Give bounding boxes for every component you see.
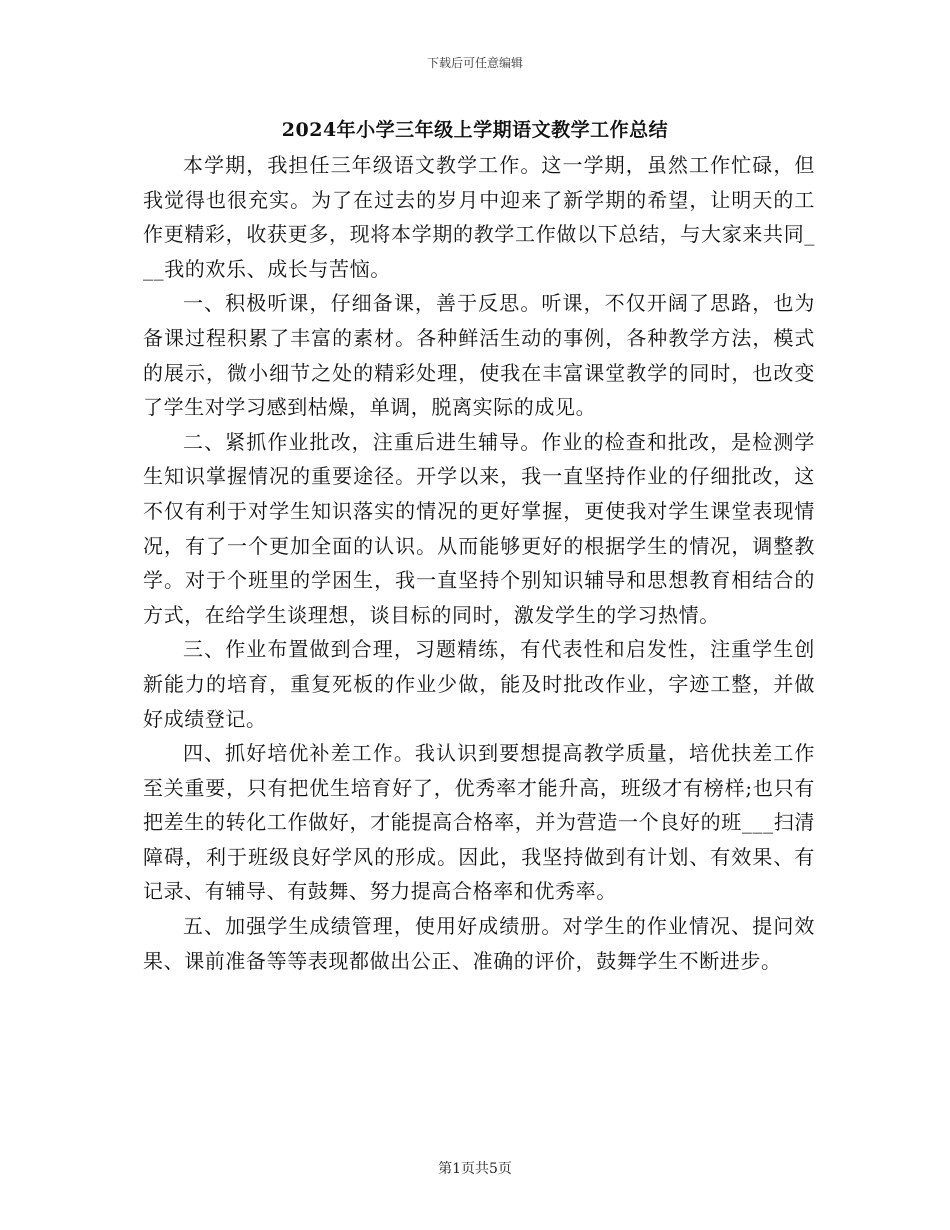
- document-title: 2024年小学三年级上学期语文教学工作总结: [281, 119, 669, 141]
- document-body: [143, 148, 815, 978]
- header-note: 下载后可任意编辑: [426, 56, 523, 70]
- paragraph-intro: 本学期，我担任三年级语文教学工作。这一学期，虽然工作忙碌，但我觉得也很充实。为了在过去的岁月中迎来了新学期的希望，让明天的工作更精彩，收获更多，现将本学期的教学工作做以下总结，与大家来共同___我的欢乐、成长与苦恼。: [143, 153, 815, 281]
- paragraph-section-1: 一、积极听课，仔细备课，善于反思。听课，不仅开阔了思路，也为备课过程积累了丰富的素材。各种鲜活生动的事例，各种教学方法，模式的展示，微小细节之处的精彩处理，使我在丰富课堂教学的同时，也改变了学生对学习感到枯燥，单调，脱离实际的成见。: [143, 291, 815, 420]
- paragraph-section-3: 三、作业布置做到合理，习题精练，有代表性和启发性，注重学生创新能力的培育，重复死板的作业少做，能及时批改作业，字迹工整，并做好成绩登记。: [143, 637, 815, 731]
- page-number: 第1页共5页: [438, 1161, 512, 1177]
- paragraph-section-5: 五、加强学生成绩管理，使用好成绩册。对学生的作业情况、提问效果、课前准备等等表现都做出公正、准确的评价，鼓舞学生不断进步。: [143, 914, 815, 973]
- paragraph-section-4: 四、抓好培优补差工作。我认识到要想提高教学质量，培优扶差工作至关重要，只有把优生培育好了，优秀率才能升高，班级才有榜样;也只有把差生的转化工作做好，才能提高合格率，并为营造一个良好的班___扫清障碍，利于班级良好学风的形成。因此，我坚持做到有计划、有效果、有记录、有辅导、有鼓舞、努力提高合格率和优秀率。: [143, 741, 815, 904]
- paragraph-section-2: 二、紧抓作业批改，注重后进生辅导。作业的检查和批改，是检测学生知识掌握情况的重要途径。开学以来，我一直坚持作业的仔细批改，这不仅有利于对学生知识落实的情况的更好掌握，更使我对学生课堂表现情况，有了一个更加全面的认识。从而能够更好的根据学生的情况，调整教学。对于个班里的学困生，我一直坚持个别知识辅导和思想教育相结合的方式，在给学生谈理想，谈目标的同时，激发学生的学习热情。: [143, 429, 815, 627]
